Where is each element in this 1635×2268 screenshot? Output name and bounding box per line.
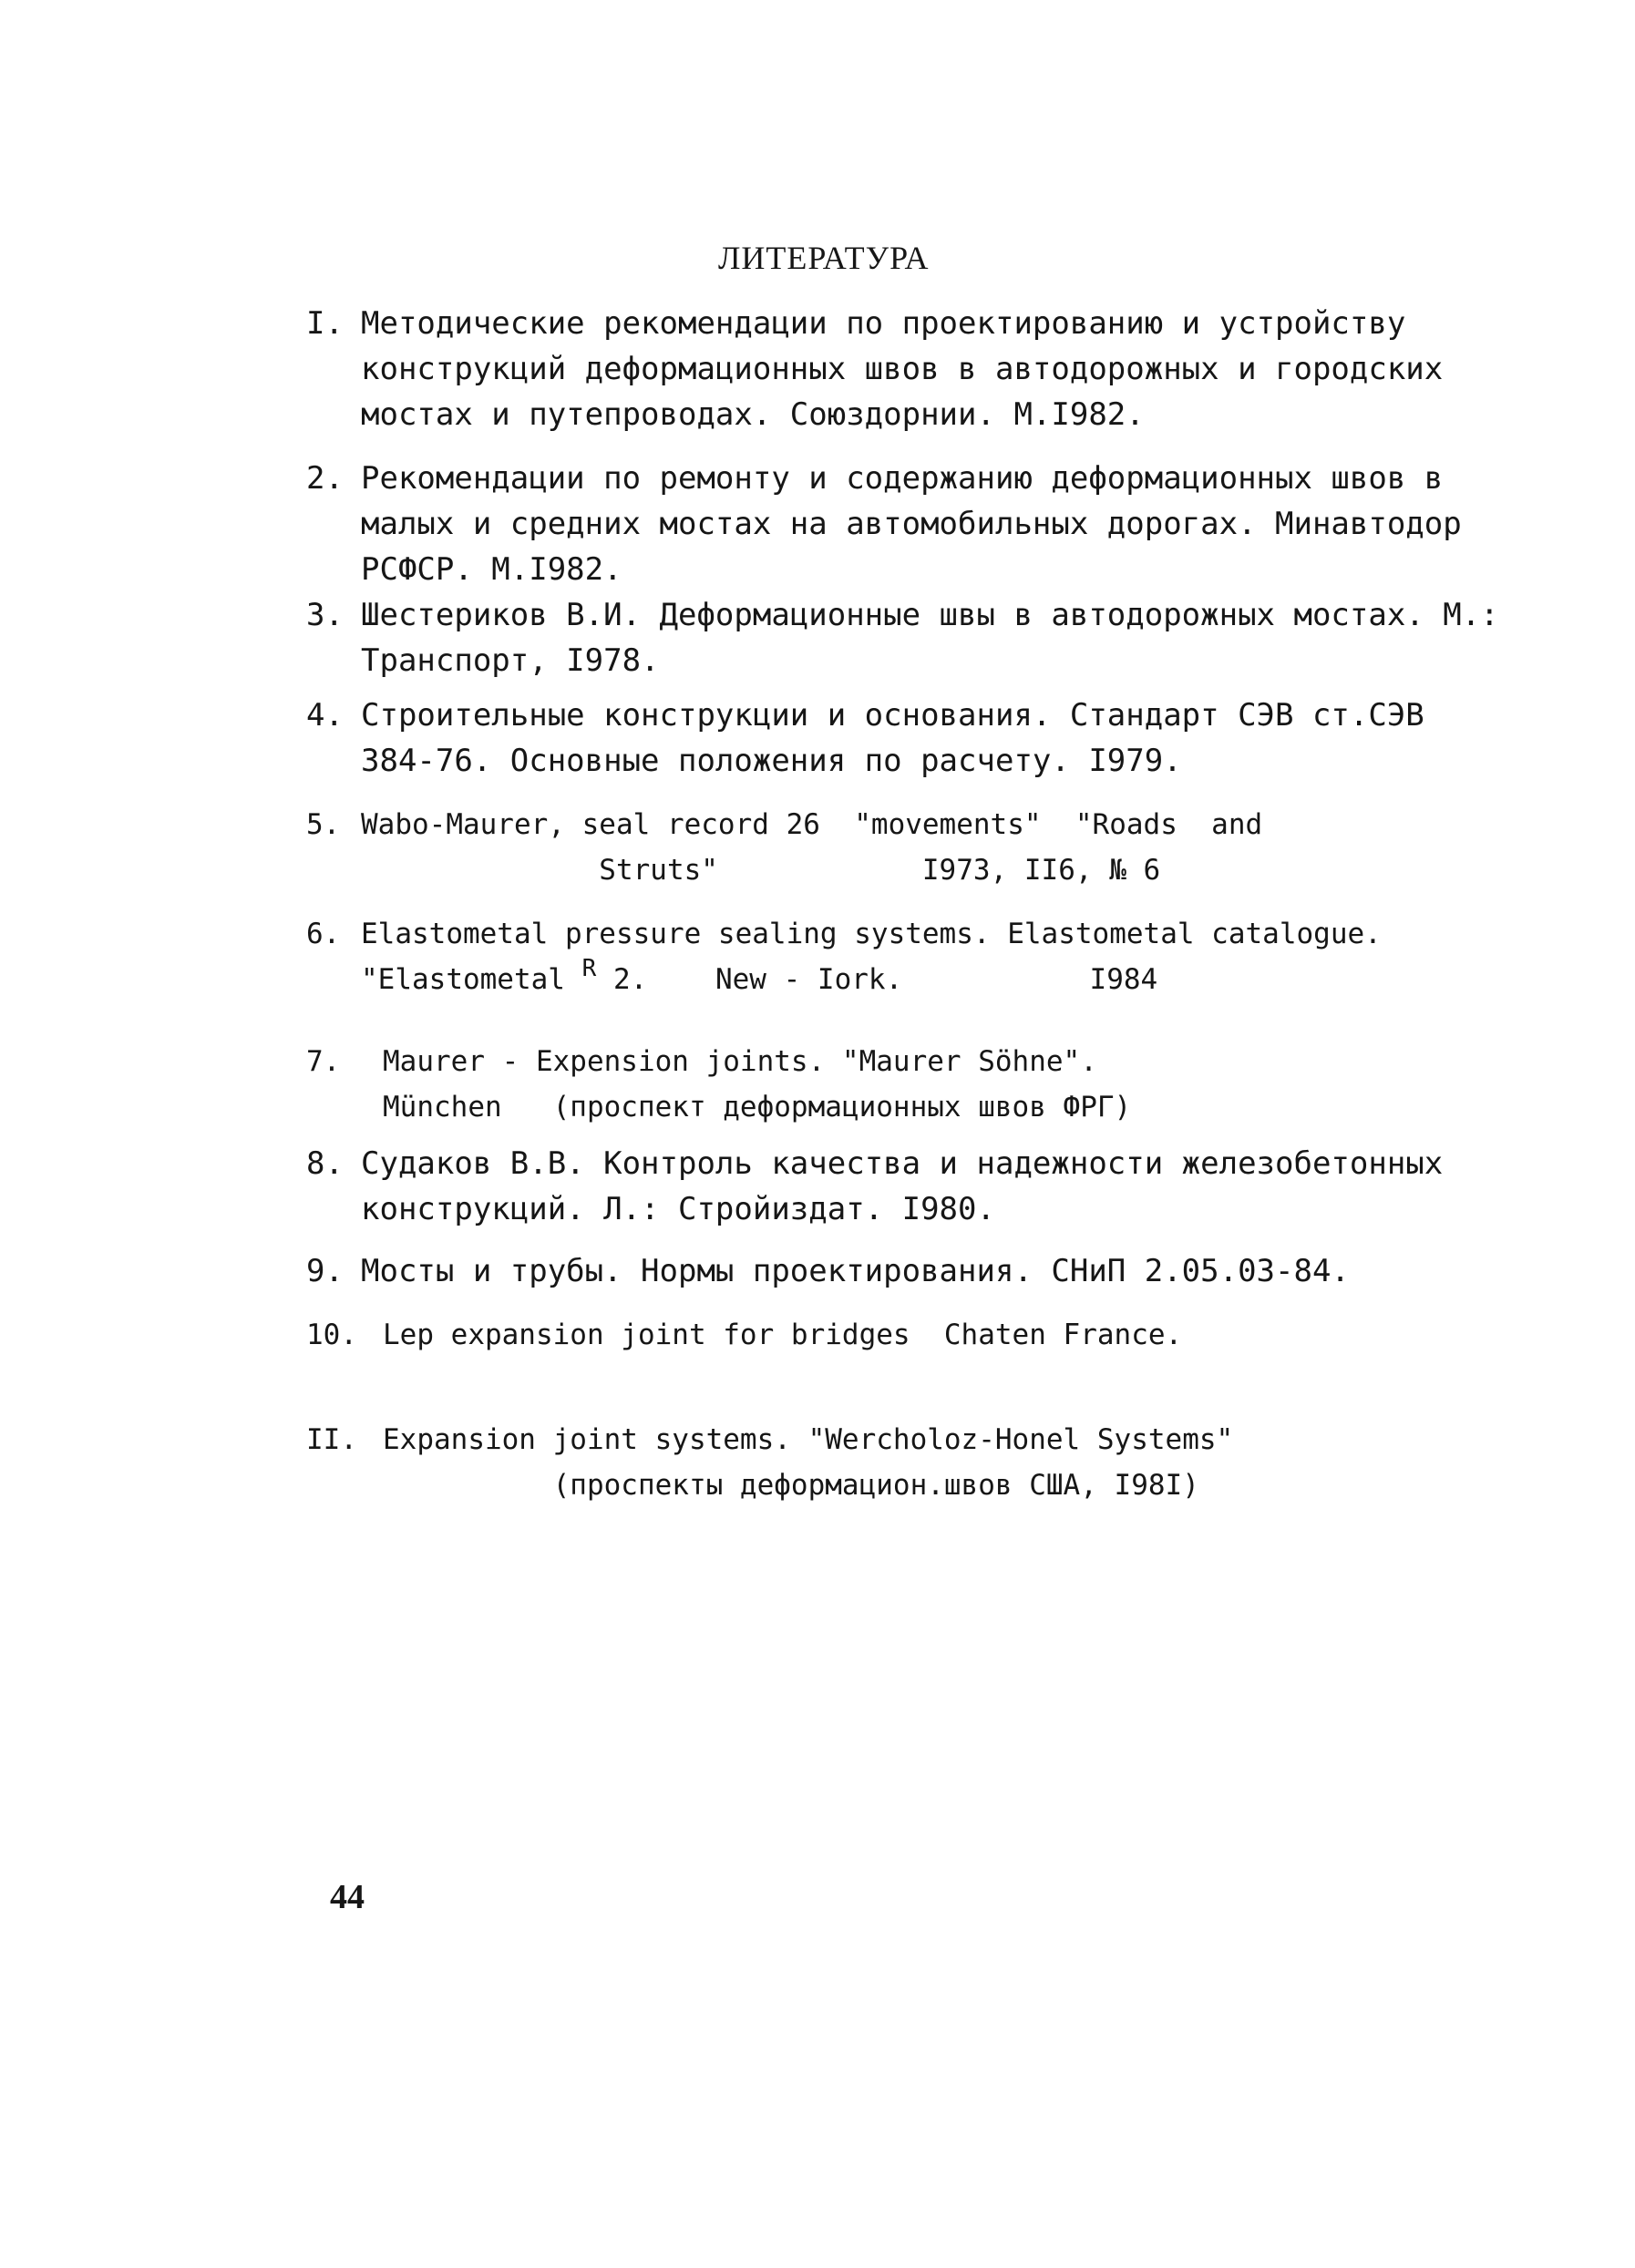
reference-text: Рекомендации по ремонту и содержанию деформационных швов в малых и средних мостах на автомобильных дорогах. Минавтодор РСФСР. М.I982. bbox=[361, 460, 1462, 588]
page-title: ЛИТЕРАТУРА bbox=[718, 240, 930, 276]
reference-number: 6. bbox=[306, 918, 341, 950]
reference-text: Lep expansion joint for bridges Chaten France. bbox=[383, 1319, 1183, 1351]
reference-number: I. bbox=[306, 305, 344, 342]
reference-number: 10. bbox=[306, 1319, 357, 1351]
reference-text: Строительные конструкции и основания. Стандарт СЭВ ст.СЭВ 384-76. Основные положения по расчету. I979. bbox=[361, 697, 1424, 779]
reference-number: 2. bbox=[306, 460, 344, 497]
reference-text: Методические рекомендации по проектированию и устройству конструкций деформационных швов в автодорожных и городских мостах и путепроводах. Союздорнии. М.I982. bbox=[361, 305, 1444, 433]
reference-number: 3. bbox=[306, 597, 344, 633]
reference-number: 5. bbox=[306, 808, 341, 841]
reference-text: Wabo-Maurer, seal record 26 "movements" "Roads and Struts" I973, II6, № 6 bbox=[361, 808, 1263, 887]
page-number: 44 bbox=[330, 1878, 365, 1916]
reference-number: II. bbox=[306, 1423, 357, 1456]
registered-superscript: R bbox=[581, 955, 597, 982]
reference-text: Судаков В.В. Контроль качества и надежности железобетонных конструкций. Л.: Стройиздат. I980. bbox=[361, 1145, 1444, 1227]
reference-number: 8. bbox=[306, 1145, 344, 1182]
reference-text: Мосты и трубы. Нормы проектирования. СНиП 2.05.03-84. bbox=[361, 1253, 1350, 1289]
reference-text: Elastometal pressure sealing systems. Elastometal catalogue. "Elastometal $^R$ 2. New - Iork. I984 bbox=[361, 918, 1382, 996]
reference-text: Maurer - Expension joints. "Maurer Söhne". München (проспект деформационных швов ФРГ) bbox=[383, 1045, 1132, 1124]
reference-text: Шестериков В.И. Деформационные швы в автодорожных мостах. М.: Транспорт, I978. bbox=[361, 597, 1499, 679]
reference-number: 4. bbox=[306, 697, 344, 734]
reference-text: Expansion joint systems. "Wercholoz-Honel Systems" (проспекты деформацион.швов США, I98I) bbox=[383, 1423, 1234, 1502]
reference-number: 9. bbox=[306, 1253, 344, 1289]
reference-number: 7. bbox=[306, 1045, 341, 1078]
